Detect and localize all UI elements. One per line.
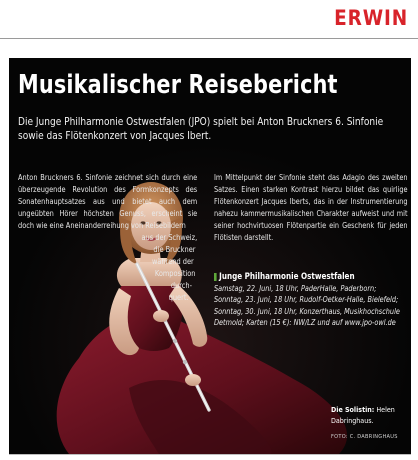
- left-column-wrap-line: die Bruckner: [153, 245, 196, 254]
- headline: Musikalischer Reisebericht: [18, 70, 338, 100]
- photo-credit: FOTO: C. DABRINGHAUS: [331, 434, 398, 440]
- right-column: [214, 172, 408, 244]
- left-column-wrap-line: durch-: [170, 281, 192, 290]
- event-info: [214, 270, 408, 329]
- bottom-rule: [9, 454, 411, 455]
- right-column-text: Im Mittelpunkt der Sinfonie steht das Adagio des zweiten Satzes. Einen starken Kontrast hierzu bildet das quirlige Flötenkonzert Jacques Iberts, das in der Instrumentierung nahezu kammermusikalischen Charakter aufweist und mit seiner hochvirtuosen Flötenpartie ein Geschenk für jeden Flötisten darstellt.: [214, 173, 408, 242]
- left-column-text: Anton Bruckners 6. Sinfonie zeichnet sich durch eine überzeugende Revolution des Formkonzepts des Sonatenhauptsatzes aus und bietet auch dem ungeübten Hörer höchsten Genuss, erscheint sie doch wie eine Aneinanderreihung von Reisebildern: [18, 173, 198, 230]
- left-column-wrap-line: aus der Schweiz,: [141, 233, 198, 242]
- brand-logo[interactable]: ERWIN: [334, 6, 408, 30]
- left-column-wrap-line: Komposition: [154, 269, 196, 278]
- left-column-wrap-line: quert.: [168, 293, 189, 302]
- info-dates[interactable]: Samstag, 22. Juni, 18 Uhr, PaderHalle, Paderborn; Sonntag, 23. Juni, 18 Uhr, Rudolf-Oetker-Halle, Bielefeld; Sonntag, 30. Juni, 18 Uhr, Konzerthaus, Musikhochschule Detmold; Karten (15 €): NW/LZ und auf www.jpo-owl.de: [214, 284, 400, 328]
- caption-text: Helen Dabringhaus.: [331, 405, 395, 425]
- article-panel: [9, 58, 411, 454]
- left-column: [18, 172, 197, 304]
- left-column-wrap-line: während der: [152, 257, 194, 266]
- lead-paragraph: Die Junge Philharmonie Ostwestfalen (JPO) spielt bei Anton Bruckners 6. Sinfonie sowie das Flötenkonzert von Jacques Ibert.: [18, 116, 384, 142]
- photo-caption: [331, 405, 408, 426]
- info-title: Junge Philharmonie Ostwestfalen: [219, 271, 355, 281]
- masthead: [0, 0, 418, 42]
- info-marker: [214, 273, 217, 281]
- caption-label: Die Solistin:: [331, 405, 375, 414]
- masthead-rule: [0, 38, 418, 39]
